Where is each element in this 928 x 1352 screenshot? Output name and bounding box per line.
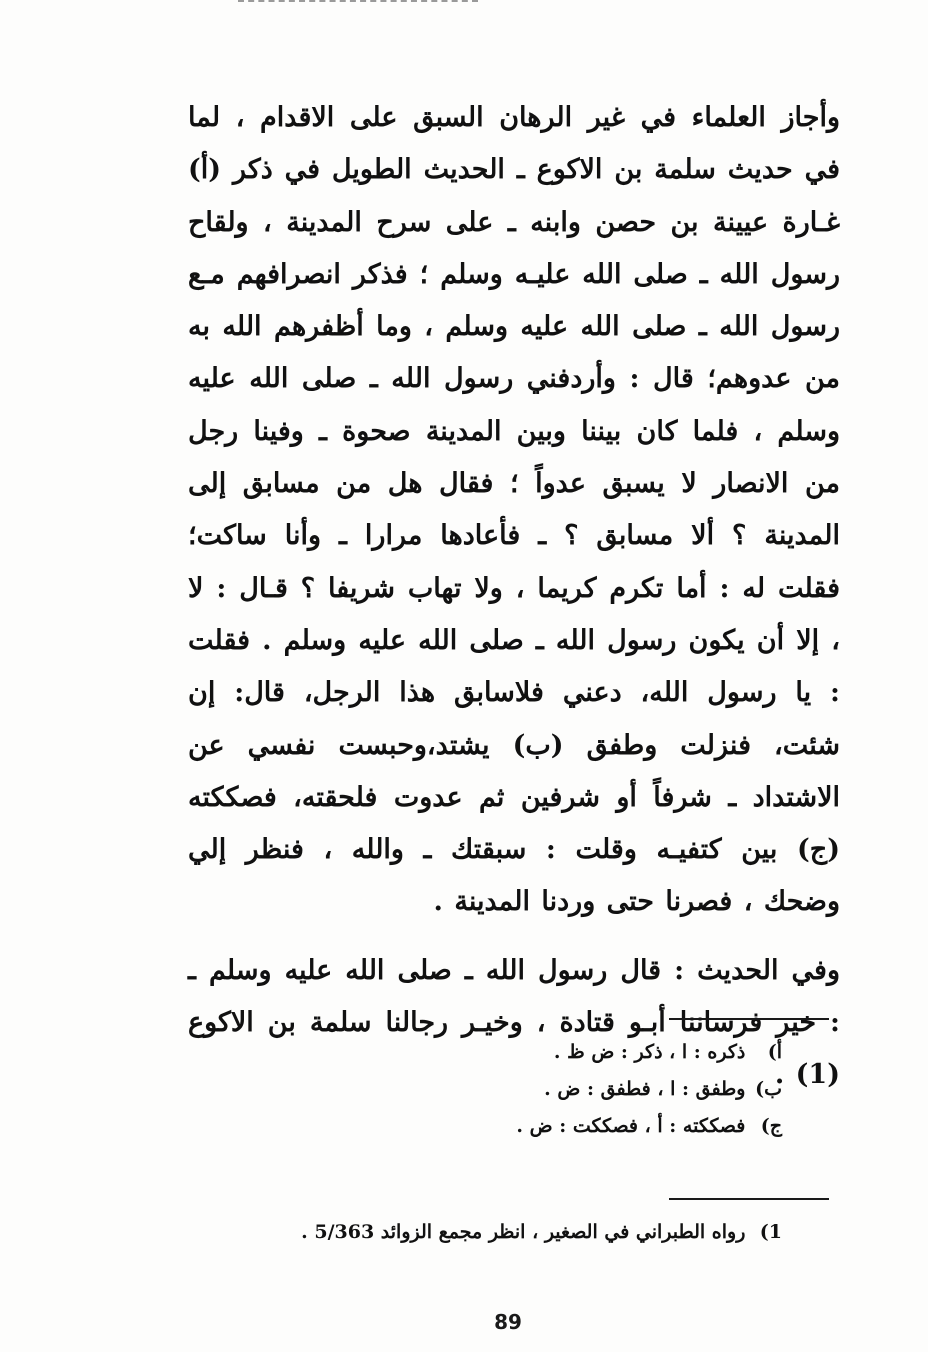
references (222, 1214, 782, 1250)
reference-marker: 1) (759, 1221, 782, 1243)
notes-divider (669, 1018, 829, 1020)
reference-1 (222, 1214, 782, 1250)
paragraph-2: وفي الحديث : قال رسول الله ـ صلى الله عليه وسلم ـ : خير فرساننا أبـو قتادة ، وخيـر رجالنا سلمة بن الاكوع (1) . (188, 954, 840, 1091)
note-text: ذكره : ا ، ذكر : ض ظ . (553, 1041, 746, 1063)
note-text: فصككته : أ ، فصككت : ض . (516, 1115, 746, 1137)
paragraph-1: وأجاز العلماء في غير الرهان السبق على الاقدام ، لما في حديث سلمة بن الاكوع ـ الحديث الطويل في ذكر (أ) غـارة عيينة بن حصن وابنه ـ على سرح المدينة ، ولقاح رسول الله ـ صلى الله عليـه وسلم ؛ فذكر انصرافهم مـع رسول الله ـ صلى الله عليه وسلم ، وما أظفرهم الله به من عدوهم؛ قال : وأردفني رسول الله ـ صلى الله عليه وسلم ، فلما كان بيننا وبين المدينة صحوة ـ وفينا رجل من الانصار لا يسبق عدواً ؛ فقال هل من مسابق إلى المدينة ؟ ألا مسابق ؟ ـ فأعادها مرارا ـ وأنا ساكت؛ فقلت له : أما تكرم كريما ، ولا تهاب شريفا ؟ قـال : لا ، إلا أن يكون رسول الله ـ صلى الله عليه وسلم . فقلت : يا رسول الله، دعني فلاسابق هذا الرجل، قال: إن شئت، فنزلت وطفق (ب) يشتد،وحبست نفسي عن الاشتداد ـ شرفاً أو شرفين ثم عدوت فلحقته، فصككته (ج) بين كتفيـه وقلت : سبقتك ـ والله ، فنظر إلي وضحك ، فصرنا حتى وردنا المدينة . (188, 102, 840, 918)
note-a (322, 1034, 782, 1071)
page-number: 89 (494, 1310, 522, 1334)
main-text (188, 92, 840, 1102)
variant-notes (322, 1034, 782, 1145)
note-b (322, 1071, 782, 1108)
top-dashed-line (238, 0, 478, 5)
note-marker: ج) (760, 1115, 782, 1137)
paragraph-gap (188, 929, 840, 945)
note-marker: أ) (767, 1041, 782, 1063)
note-marker: ب) (755, 1078, 782, 1100)
note-c (322, 1108, 782, 1145)
reference-text: رواه الطبراني في الصغير ، انظر مجمع الزوائد 5/363 . (301, 1221, 746, 1243)
references-divider (669, 1198, 829, 1200)
note-text: وطفق : ا ، فطفق : ض . (544, 1078, 746, 1100)
